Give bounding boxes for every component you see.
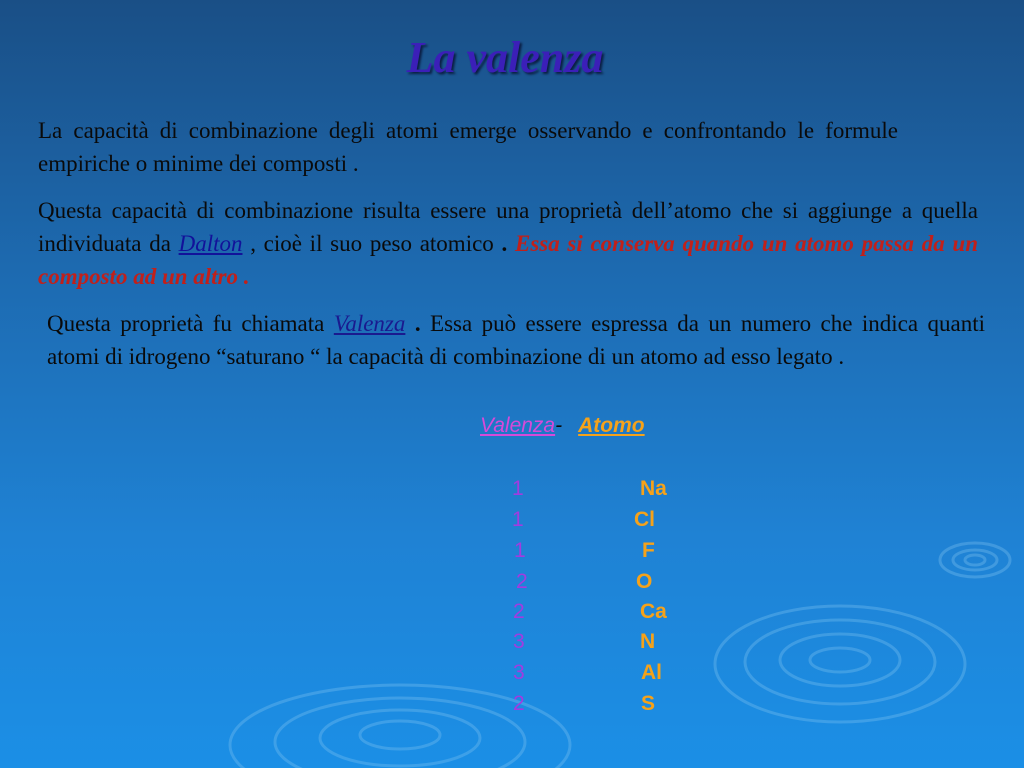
atom-symbol: S [641, 692, 656, 715]
valenza-value: 1 [512, 508, 524, 531]
header-valenza: Valenza [480, 414, 556, 437]
paragraph-valenza-dot: . [405, 311, 421, 336]
atom-symbol: Cl [634, 508, 655, 531]
valenza-value: 2 [513, 692, 525, 715]
atom-symbol: Na [640, 477, 667, 500]
valenza-value: 1 [512, 477, 524, 500]
paragraph-dalton-dot: . [501, 231, 508, 256]
paragraph-dalton [38, 194, 978, 293]
valenza-value: 2 [516, 570, 528, 593]
atom-symbol: Al [641, 661, 662, 684]
table-header [480, 414, 645, 438]
valenza-value: 3 [513, 630, 525, 653]
valenza-value: 3 [513, 661, 525, 684]
atom-symbol: N [640, 630, 656, 653]
paragraph-intro [38, 114, 898, 180]
paragraph-dalton-text-b: , cioè il suo peso atomico [242, 231, 502, 256]
paragraph-dalton-text-a: Questa capacità di combinazione risulta essere una proprietà dell’atomo che si aggiunge a quella individuata da [38, 198, 978, 256]
header-atomo: Atomo [578, 414, 645, 437]
valenza-link[interactable]: Valenza [333, 311, 406, 336]
paragraph-valenza-text-a: Questa proprietà fu chiamata [47, 311, 334, 336]
paragraph-valenza [47, 307, 985, 373]
dalton-link[interactable]: Dalton [178, 231, 243, 256]
paragraph-intro-text: La capacità di combinazione degli atomi emerge osservando e confrontando le formule empiriche o minime dei composti . [38, 118, 898, 176]
valenza-value: 1 [514, 539, 526, 562]
header-dash: - [555, 414, 563, 437]
paragraph-valenza-text-b: Essa può essere espressa da un numero che indica quanti atomi di idrogeno “saturano “ la capacità di combinazione di un atomo ad esso legato . [47, 311, 986, 369]
valenza-value: 2 [513, 600, 525, 623]
conservation-emphasis: Essa si conserva quando un atomo passa da un composto ad un altro . [38, 231, 978, 289]
atom-symbol: F [642, 539, 655, 562]
atom-symbol: Ca [640, 600, 667, 623]
atom-symbol: O [636, 570, 653, 593]
slide-title: La valenza [406, 33, 604, 82]
